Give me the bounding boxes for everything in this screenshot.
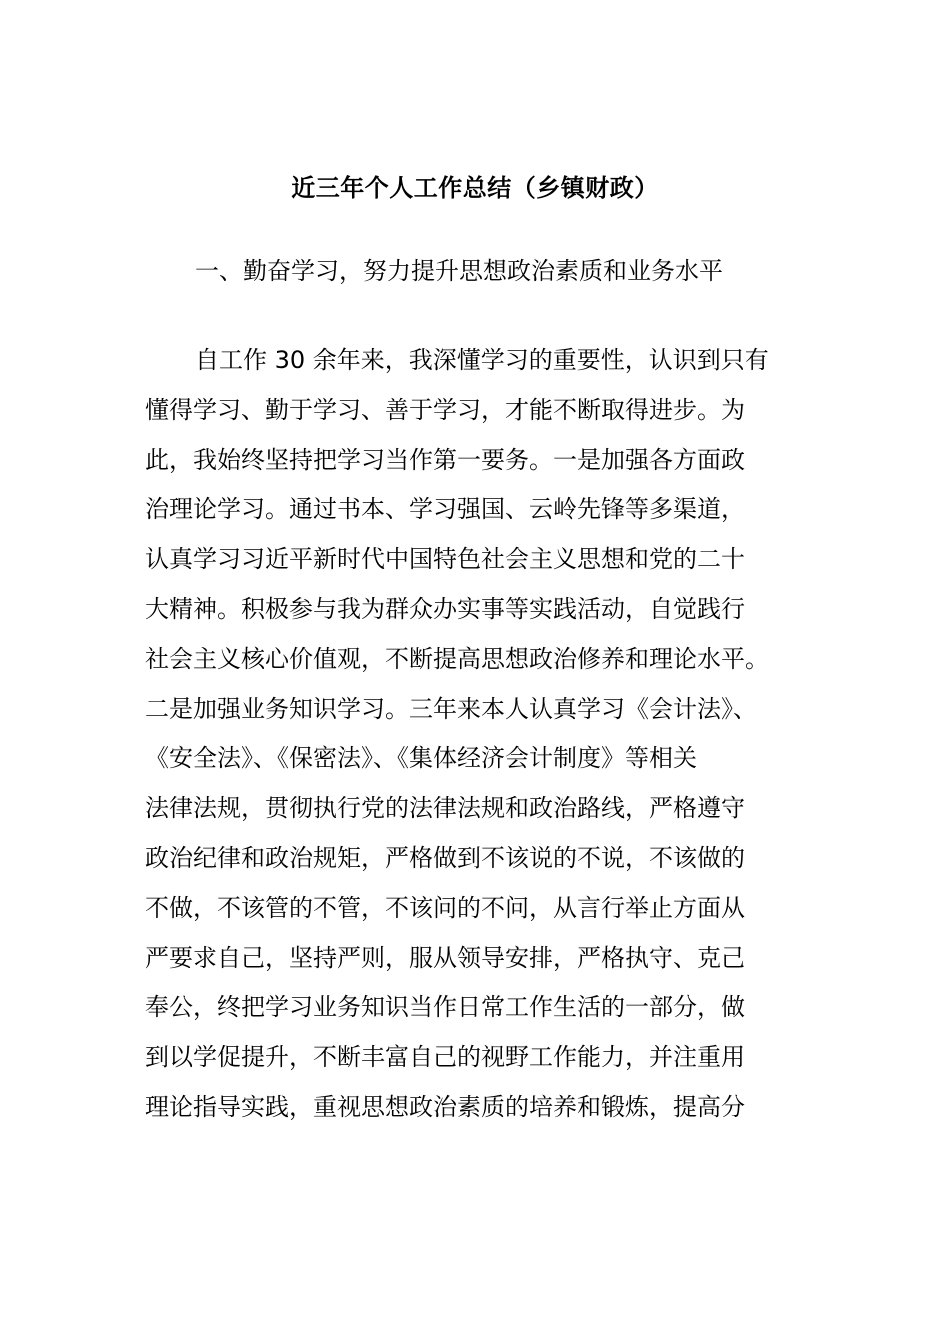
paragraph-line: 自工作 30 余年来，我深懂学习的重要性，认识到只有 [195,346,769,374]
document-title: 近三年个人工作总结（乡镇财政） [291,174,659,202]
paragraph-line: 政治纪律和政治规矩，严格做到不该说的不说，不该做的 [145,843,745,872]
paragraph-line: 治理论学习。通过书本、学习强国、云岭先锋等多渠道， [145,495,745,524]
paragraph-line: 法律法规，贯彻执行党的法律法规和政治路线，严格遵守 [145,794,745,823]
paragraph-line: 社会主义核心价值观，不断提高思想政治修养和理论水平。 [145,644,769,673]
paragraph-line: 理论指导实践，重视思想政治素质的培养和锻炼，提高分 [145,1092,745,1121]
paragraph-line: 《安全法》、《保密法》、《集体经济会计制度》等相关 [145,744,697,773]
paragraph-line: 懂得学习、勤于学习、善于学习，才能不断取得进步。为 [145,395,745,424]
paragraph-line: 到以学促提升，不断丰富自己的视野工作能力，并注重用 [145,1043,745,1072]
paragraph-line: 认真学习习近平新时代中国特色社会主义思想和党的二十 [145,545,745,574]
paragraph-line: 不做，不该管的不管，不该问的不问，从言行举止方面从 [145,893,745,922]
paragraph-line: 二是加强业务知识学习。三年来本人认真学习《会计法》、 [145,694,757,723]
paragraph-line: 奉公，终把学习业务知识当作日常工作生活的一部分，做 [145,993,745,1022]
body-paragraph [145,336,815,1133]
paragraph-line: 大精神。积极参与我为群众办实事等实践活动，自觉践行 [145,594,745,623]
paragraph-line: 此，我始终坚持把学习当作第一要务。一是加强各方面政 [145,445,745,474]
paragraph-line: 严要求自己，坚持严则，服从领导安排，严格执守、克己 [145,943,745,972]
section-heading: 一、勤奋学习，努力提升思想政治素质和业务水平 [195,257,723,285]
